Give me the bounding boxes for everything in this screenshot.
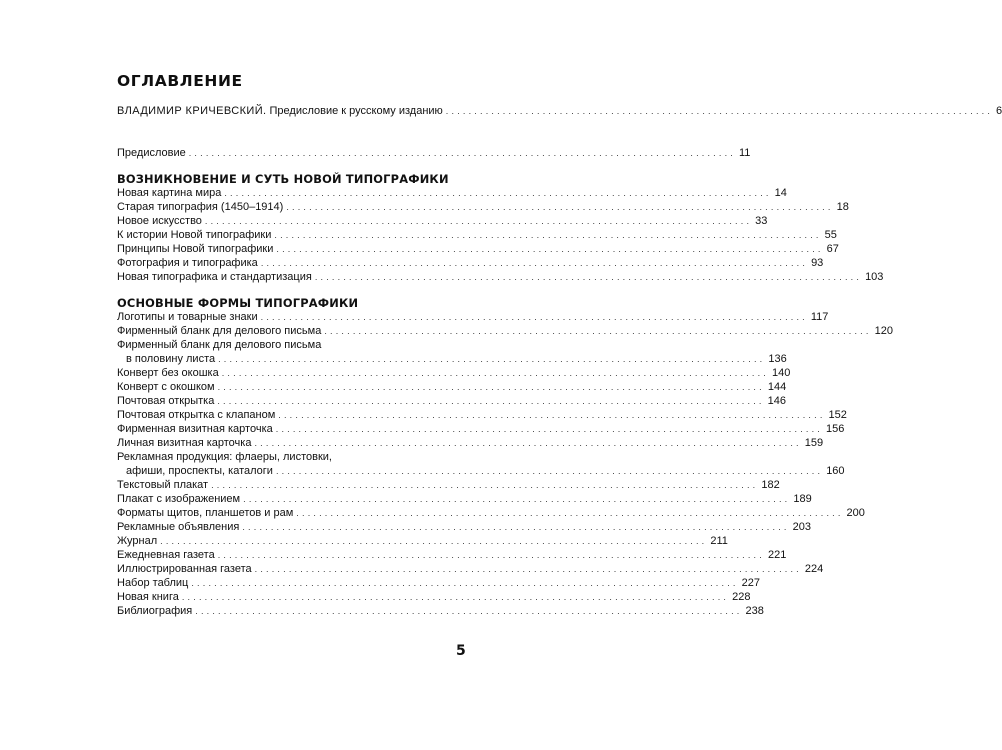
toc-entry-label: Ежедневная газета xyxy=(117,549,215,561)
toc-entry[interactable] xyxy=(117,200,849,215)
toc-entry[interactable] xyxy=(117,520,811,535)
toc-entry[interactable] xyxy=(117,380,787,395)
dot-leader: ................................................................................................ xyxy=(188,148,736,158)
toc-entry[interactable] xyxy=(117,310,829,325)
toc-entry-title: Предисловие к русскому изданию xyxy=(266,105,443,117)
toc-entry[interactable] xyxy=(117,352,787,367)
toc-entry-label: в половину листа xyxy=(126,353,216,365)
toc-entry-label: Конверт без окошка xyxy=(117,367,219,379)
toc-entry-page: 18 xyxy=(836,201,849,213)
toc-entry-page: 227 xyxy=(741,577,760,589)
toc-entry-page: 136 xyxy=(768,353,787,365)
toc-entry-label: Почтовая открытка с клапаном xyxy=(117,409,276,421)
toc-entry-label: Логотипы и товарные знаки xyxy=(117,311,258,323)
toc-entry-label: Предисловие xyxy=(117,147,186,159)
toc-entry-label xyxy=(117,104,446,119)
dot-leader: ................................................................................................ xyxy=(278,410,826,420)
toc-entry-page: 146 xyxy=(767,395,786,407)
toc-entry-page: 33 xyxy=(755,215,768,227)
toc-entry-label: Старая типография (1450–1914) xyxy=(117,201,284,213)
toc-entry[interactable] xyxy=(117,478,780,493)
dot-leader: ................................................................................................ xyxy=(211,480,759,490)
toc-entry-label: Новое искусство xyxy=(117,215,202,227)
dot-leader: ................................................................................................ xyxy=(314,272,863,282)
toc-entry-page: 211 xyxy=(710,535,728,547)
toc-entry[interactable] xyxy=(117,436,824,451)
dot-leader: ................................................................................................ xyxy=(191,578,739,588)
toc-entry-page: 117 xyxy=(810,311,829,323)
toc-entry-label: Фирменный бланк для делового письма xyxy=(117,325,322,337)
dot-leader: ................................................................................................ xyxy=(221,368,769,378)
dot-leader: ................................................................................................ xyxy=(254,438,802,448)
toc-entry-first-line[interactable]: Фирменный бланк для делового письма xyxy=(117,339,322,351)
toc-entry-page: 159 xyxy=(804,437,824,449)
toc-entry-label: Конверт с окошком xyxy=(117,381,215,393)
toc-entry-page: 67 xyxy=(826,243,839,255)
toc-entry-label: Библиография xyxy=(117,605,193,617)
toc-entry-page: 203 xyxy=(792,521,811,533)
toc-entry-label: Фотография и типографика xyxy=(117,257,258,269)
dot-leader: ................................................................................................ xyxy=(204,216,753,226)
toc-entry-page: 228 xyxy=(732,591,751,603)
dot-leader: ................................................................................................ xyxy=(243,494,791,504)
toc-entry[interactable] xyxy=(117,548,787,563)
toc-entry-page: 224 xyxy=(804,563,824,575)
toc-entry[interactable] xyxy=(117,366,791,381)
toc-entry-page: 156 xyxy=(826,423,845,435)
toc-entry-page: 221 xyxy=(767,549,787,561)
toc-entry[interactable] xyxy=(117,422,845,437)
toc-entry-label: Новая типографика и стандартизация xyxy=(117,271,312,283)
section-title-1: ВОЗНИКНОВЕНИЕ И СУТЬ НОВОЙ ТИПОГРАФИКИ xyxy=(117,172,449,186)
dot-leader: ................................................................................................ xyxy=(195,606,743,616)
toc-entry-page: 103 xyxy=(865,271,884,283)
toc-entry-label: Плакат с изображением xyxy=(117,493,241,505)
toc-entry[interactable] xyxy=(117,590,751,605)
toc-entry[interactable] xyxy=(117,214,768,229)
toc-entry-page: 140 xyxy=(771,367,791,379)
page-number: 5 xyxy=(456,643,466,659)
toc-entry-page: 11 xyxy=(738,147,751,159)
dot-leader: ................................................................................................ xyxy=(274,230,822,240)
dot-leader: ................................................................................................ xyxy=(224,188,772,198)
toc-entry[interactable] xyxy=(117,408,847,423)
toc-entry-label: Новая книга xyxy=(117,591,179,603)
toc-entry[interactable] xyxy=(117,464,845,479)
toc-entry[interactable] xyxy=(117,506,865,521)
toc-entry-label: Форматы щитов, планшетов и рам xyxy=(117,507,294,519)
toc-entry-preface[interactable] xyxy=(117,146,751,161)
toc-entry-label: Почтовая открытка xyxy=(117,395,215,407)
toc-entry-page: 55 xyxy=(824,229,837,241)
toc-entry-page: 160 xyxy=(826,465,845,477)
dot-leader: ................................................................................................ xyxy=(276,244,824,254)
toc-entry[interactable] xyxy=(117,228,837,243)
toc-entry-label: афиши, проспекты, каталоги xyxy=(126,465,273,477)
dot-leader: ................................................................................................ xyxy=(218,354,766,364)
toc-entry-page: 182 xyxy=(761,479,780,491)
dot-leader: ................................................................................................ xyxy=(217,382,765,392)
dot-leader: ................................................................................................ xyxy=(254,564,802,574)
toc-entry-label: Рекламные объявления xyxy=(117,521,240,533)
toc-entry[interactable] xyxy=(117,492,812,507)
book-page xyxy=(117,0,1002,750)
toc-entry-page: 144 xyxy=(767,381,787,393)
toc-entry-label: Принципы Новой типографики xyxy=(117,243,274,255)
toc-entry-label: Набор таблиц xyxy=(117,577,189,589)
toc-entry-label: Текстовый плакат xyxy=(117,479,209,491)
toc-entry-label: Журнал xyxy=(117,535,158,547)
toc-entry-page: 189 xyxy=(793,493,812,505)
toc-entry-page: 200 xyxy=(846,507,865,519)
dot-leader: ................................................................................................ xyxy=(260,312,808,322)
toc-entry[interactable] xyxy=(117,256,824,271)
dot-leader: ................................................................................................ xyxy=(217,396,765,406)
toc-entry-label: К истории Новой типографики xyxy=(117,229,272,241)
toc-entry-first-line[interactable]: Рекламная продукция: флаеры, листовки, xyxy=(117,451,332,463)
dot-leader: ................................................................................................ xyxy=(296,508,844,518)
toc-entry-label: Иллюстрированная газета xyxy=(117,563,252,575)
dot-leader: ................................................................................................ xyxy=(275,466,824,476)
dot-leader: ................................................................................................ xyxy=(181,592,730,602)
toc-entry-page: 120 xyxy=(874,325,893,337)
toc-entry[interactable] xyxy=(117,394,786,409)
toc-entry-bibliography[interactable] xyxy=(117,604,764,619)
dot-leader: ................................................................................................ xyxy=(242,522,790,532)
toc-entry-label: Новая картина мира xyxy=(117,187,222,199)
dot-leader: ................................................................................................ xyxy=(445,106,994,116)
toc-entry-page: 238 xyxy=(745,605,764,617)
toc-entry-author: ВЛАДИМИР КРИЧЕВСКИЙ. xyxy=(117,105,267,117)
dot-leader: ................................................................................................ xyxy=(275,424,823,434)
toc-entry[interactable] xyxy=(117,324,893,339)
toc-entry[interactable] xyxy=(117,186,787,201)
toc-entry-page: 152 xyxy=(828,409,847,421)
toc-entry-label: Фирменная визитная карточка xyxy=(117,423,273,435)
toc-entry[interactable] xyxy=(117,534,728,549)
toc-entry[interactable] xyxy=(117,576,760,591)
toc-entry-intro[interactable] xyxy=(117,104,1002,119)
dot-leader: ................................................................................................ xyxy=(286,202,834,212)
dot-leader: ................................................................................................ xyxy=(160,536,708,546)
toc-entry-page: 6 xyxy=(996,105,1002,117)
toc-entry[interactable] xyxy=(117,242,839,257)
toc-entry[interactable] xyxy=(117,562,824,577)
section-title-2: ОСНОВНЫЕ ФОРМЫ ТИПОГРАФИКИ xyxy=(117,296,359,310)
toc-entry-label: Личная визитная карточка xyxy=(117,437,252,449)
toc-entry-page: 93 xyxy=(811,257,824,269)
toc-entry[interactable] xyxy=(117,270,884,285)
toc-heading: ОГЛАВЛЕНИЕ xyxy=(117,72,243,90)
dot-leader: ................................................................................................ xyxy=(324,326,872,336)
dot-leader: ................................................................................................ xyxy=(217,550,765,560)
toc-entry-page: 14 xyxy=(774,187,787,199)
dot-leader: ................................................................................................ xyxy=(260,258,809,268)
